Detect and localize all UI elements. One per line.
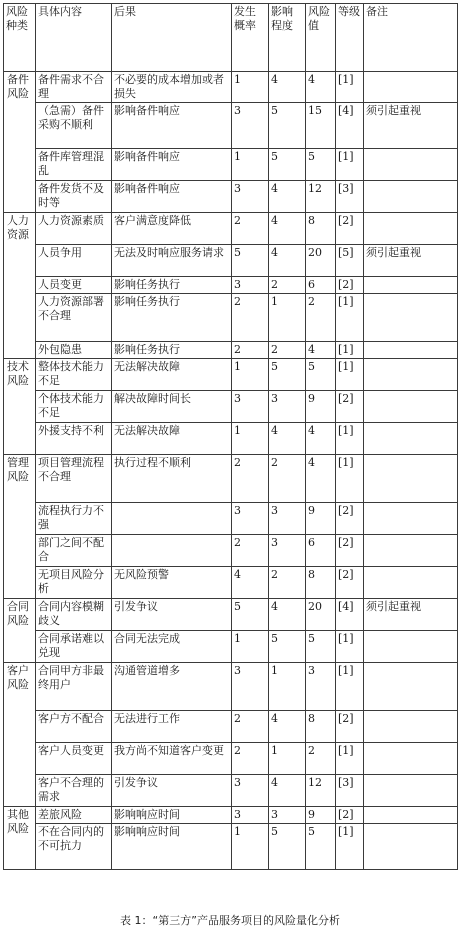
note-cell xyxy=(364,824,458,870)
risk-value-cell: 15 xyxy=(306,103,336,149)
note-cell xyxy=(364,149,458,181)
impact-cell: 3 xyxy=(269,807,306,824)
risk-value-cell: 5 xyxy=(306,149,336,181)
level-cell: [1] xyxy=(336,631,364,663)
risk-value-cell: 5 xyxy=(306,359,336,391)
table-row xyxy=(4,663,458,711)
table-row xyxy=(4,342,458,359)
risk-value-cell: 2 xyxy=(306,294,336,342)
note-cell xyxy=(364,775,458,807)
note-cell xyxy=(364,294,458,342)
note-cell: 须引起重视 xyxy=(364,599,458,631)
content-cell: 客户不合理的需求 xyxy=(36,775,112,807)
consequence-cell xyxy=(112,503,232,535)
impact-cell: 2 xyxy=(269,277,306,294)
consequence-cell: 影响备件响应 xyxy=(112,181,232,213)
header-level: 等级 xyxy=(336,4,364,72)
impact-cell: 1 xyxy=(269,743,306,775)
content-cell: 差旅风险 xyxy=(36,807,112,824)
level-cell: [2] xyxy=(336,277,364,294)
table-row xyxy=(4,567,458,599)
probability-cell: 3 xyxy=(232,503,269,535)
impact-cell: 4 xyxy=(269,423,306,455)
level-cell: [1] xyxy=(336,359,364,391)
level-cell: [2] xyxy=(336,807,364,824)
probability-cell: 2 xyxy=(232,342,269,359)
content-cell: 人员争用 xyxy=(36,245,112,277)
risk-value-cell: 2 xyxy=(306,743,336,775)
impact-cell: 3 xyxy=(269,503,306,535)
level-cell: [2] xyxy=(336,391,364,423)
table-row xyxy=(4,775,458,807)
consequence-cell: 影响任务执行 xyxy=(112,342,232,359)
table-row xyxy=(4,503,458,535)
impact-cell: 4 xyxy=(269,181,306,213)
table-row xyxy=(4,181,458,213)
header-probability: 发生概率 xyxy=(232,4,269,72)
level-cell: [3] xyxy=(336,775,364,807)
table-row xyxy=(4,391,458,423)
table-row xyxy=(4,743,458,775)
impact-cell: 4 xyxy=(269,213,306,245)
risk-value-cell: 3 xyxy=(306,663,336,711)
consequence-cell xyxy=(112,535,232,567)
content-cell: 个体技术能力不足 xyxy=(36,391,112,423)
probability-cell: 1 xyxy=(232,359,269,391)
table-body xyxy=(4,4,458,870)
content-cell: 合同内容模糊歧义 xyxy=(36,599,112,631)
level-cell: [5] xyxy=(336,245,364,277)
content-cell: 流程执行力不强 xyxy=(36,503,112,535)
probability-cell: 4 xyxy=(232,567,269,599)
table-row xyxy=(4,599,458,631)
level-cell: [1] xyxy=(336,72,364,103)
content-cell: 整体技术能力不足 xyxy=(36,359,112,391)
level-cell: [1] xyxy=(336,743,364,775)
note-cell xyxy=(364,711,458,743)
probability-cell: 3 xyxy=(232,663,269,711)
risk-value-cell: 4 xyxy=(306,455,336,503)
content-cell: 人力资源素质 xyxy=(36,213,112,245)
probability-cell: 3 xyxy=(232,181,269,213)
risk-value-cell: 20 xyxy=(306,245,336,277)
note-cell xyxy=(364,423,458,455)
risk-value-cell: 4 xyxy=(306,72,336,103)
risk-value-cell: 8 xyxy=(306,711,336,743)
probability-cell: 1 xyxy=(232,824,269,870)
probability-cell: 1 xyxy=(232,423,269,455)
table-row xyxy=(4,277,458,294)
table-row xyxy=(4,711,458,743)
impact-cell: 4 xyxy=(269,711,306,743)
table-row xyxy=(4,245,458,277)
probability-cell: 3 xyxy=(232,391,269,423)
probability-cell: 5 xyxy=(232,599,269,631)
risk-value-cell: 9 xyxy=(306,807,336,824)
table-row xyxy=(4,631,458,663)
note-cell xyxy=(364,807,458,824)
content-cell: 人员变更 xyxy=(36,277,112,294)
level-cell: [2] xyxy=(336,503,364,535)
risk-value-cell: 4 xyxy=(306,423,336,455)
note-cell xyxy=(364,213,458,245)
content-cell: 外援支持不利 xyxy=(36,423,112,455)
table-row xyxy=(4,149,458,181)
header-category: 风险种类 xyxy=(4,4,36,72)
probability-cell: 1 xyxy=(232,149,269,181)
risk-value-cell: 6 xyxy=(306,535,336,567)
probability-cell: 3 xyxy=(232,775,269,807)
risk-value-cell: 5 xyxy=(306,631,336,663)
consequence-cell: 沟通管道增多 xyxy=(112,663,232,711)
risk-category-cell: 合同风险 xyxy=(4,599,36,663)
risk-value-cell: 4 xyxy=(306,342,336,359)
probability-cell: 2 xyxy=(232,711,269,743)
impact-cell: 4 xyxy=(269,245,306,277)
consequence-cell: 引发争议 xyxy=(112,775,232,807)
risk-category-cell: 人力资源 xyxy=(4,213,36,359)
level-cell: [1] xyxy=(336,342,364,359)
consequence-cell: 影响响应时间 xyxy=(112,807,232,824)
content-cell: 备件发货不及时等 xyxy=(36,181,112,213)
content-cell: 无项目风险分析 xyxy=(36,567,112,599)
content-cell: 备件库管理混乱 xyxy=(36,149,112,181)
consequence-cell: 无风险预警 xyxy=(112,567,232,599)
impact-cell: 4 xyxy=(269,775,306,807)
risk-category-cell: 其他风险 xyxy=(4,807,36,870)
impact-cell: 3 xyxy=(269,391,306,423)
impact-cell: 4 xyxy=(269,599,306,631)
note-cell xyxy=(364,631,458,663)
probability-cell: 5 xyxy=(232,245,269,277)
risk-quantification-table xyxy=(3,3,458,870)
table-row xyxy=(4,824,458,870)
consequence-cell: 我方尚不知道客户变更 xyxy=(112,743,232,775)
consequence-cell: 无法进行工作 xyxy=(112,711,232,743)
level-cell: [1] xyxy=(336,455,364,503)
consequence-cell: 合同无法完成 xyxy=(112,631,232,663)
impact-cell: 5 xyxy=(269,359,306,391)
impact-cell: 2 xyxy=(269,455,306,503)
level-cell: [2] xyxy=(336,567,364,599)
level-cell: [2] xyxy=(336,213,364,245)
level-cell: [4] xyxy=(336,599,364,631)
content-cell: 合同甲方非最终用户 xyxy=(36,663,112,711)
impact-cell: 4 xyxy=(269,72,306,103)
impact-cell: 2 xyxy=(269,342,306,359)
table-row xyxy=(4,535,458,567)
table-caption: 表 1：“第三方”产品服务项目的风险量化分析 xyxy=(120,914,340,927)
risk-value-cell: 20 xyxy=(306,599,336,631)
impact-cell: 2 xyxy=(269,567,306,599)
level-cell: [1] xyxy=(336,294,364,342)
table-row xyxy=(4,455,458,503)
note-cell: 须引起重视 xyxy=(364,245,458,277)
table-row xyxy=(4,72,458,103)
risk-category-cell: 管理风险 xyxy=(4,455,36,599)
content-cell: 不在合同内的不可抗力 xyxy=(36,824,112,870)
note-cell xyxy=(364,503,458,535)
header-consequence: 后果 xyxy=(112,4,232,72)
note-cell xyxy=(364,663,458,711)
header-content: 具体内容 xyxy=(36,4,112,72)
risk-category-cell: 技术风险 xyxy=(4,359,36,455)
header-row xyxy=(4,4,458,72)
consequence-cell: 无法解决故障 xyxy=(112,359,232,391)
risk-value-cell: 6 xyxy=(306,277,336,294)
header-risk-value: 风险值 xyxy=(306,4,336,72)
level-cell: [1] xyxy=(336,149,364,181)
probability-cell: 2 xyxy=(232,743,269,775)
impact-cell: 5 xyxy=(269,631,306,663)
note-cell xyxy=(364,391,458,423)
content-cell: 项目管理流程不合理 xyxy=(36,455,112,503)
probability-cell: 2 xyxy=(232,535,269,567)
note-cell xyxy=(364,455,458,503)
consequence-cell: 影响任务执行 xyxy=(112,277,232,294)
table-row xyxy=(4,807,458,824)
consequence-cell: 影响备件响应 xyxy=(112,149,232,181)
impact-cell: 1 xyxy=(269,294,306,342)
consequence-cell: 影响备件响应 xyxy=(112,103,232,149)
table-row xyxy=(4,359,458,391)
level-cell: [4] xyxy=(336,103,364,149)
note-cell xyxy=(364,359,458,391)
table-row xyxy=(4,294,458,342)
note-cell xyxy=(364,743,458,775)
probability-cell: 2 xyxy=(232,213,269,245)
probability-cell: 2 xyxy=(232,294,269,342)
level-cell: [1] xyxy=(336,663,364,711)
probability-cell: 1 xyxy=(232,72,269,103)
consequence-cell: 客户满意度降低 xyxy=(112,213,232,245)
risk-category-cell: 客户风险 xyxy=(4,663,36,807)
impact-cell: 5 xyxy=(269,149,306,181)
content-cell: 合同承诺难以兑现 xyxy=(36,631,112,663)
note-cell xyxy=(364,72,458,103)
note-cell xyxy=(364,535,458,567)
header-impact: 影响程度 xyxy=(269,4,306,72)
risk-value-cell: 12 xyxy=(306,181,336,213)
consequence-cell: 不必要的成本增加或者损失 xyxy=(112,72,232,103)
level-cell: [1] xyxy=(336,423,364,455)
content-cell: 客户人员变更 xyxy=(36,743,112,775)
note-cell xyxy=(364,181,458,213)
content-cell: 客户方不配合 xyxy=(36,711,112,743)
probability-cell: 2 xyxy=(232,455,269,503)
risk-value-cell: 5 xyxy=(306,824,336,870)
note-cell xyxy=(364,277,458,294)
note-cell: 须引起重视 xyxy=(364,103,458,149)
risk-category-cell: 备件风险 xyxy=(4,72,36,213)
consequence-cell: 解决故障时间长 xyxy=(112,391,232,423)
content-cell: 人力资源部署不合理 xyxy=(36,294,112,342)
level-cell: [2] xyxy=(336,535,364,567)
table-row xyxy=(4,423,458,455)
consequence-cell: 引发争议 xyxy=(112,599,232,631)
probability-cell: 3 xyxy=(232,103,269,149)
impact-cell: 3 xyxy=(269,535,306,567)
impact-cell: 5 xyxy=(269,103,306,149)
content-cell: （急需）备件采购不顺利 xyxy=(36,103,112,149)
impact-cell: 5 xyxy=(269,824,306,870)
probability-cell: 1 xyxy=(232,631,269,663)
note-cell xyxy=(364,342,458,359)
level-cell: [1] xyxy=(336,824,364,870)
content-cell: 外包隐患 xyxy=(36,342,112,359)
header-note: 备注 xyxy=(364,4,458,72)
consequence-cell: 执行过程不顺利 xyxy=(112,455,232,503)
probability-cell: 3 xyxy=(232,807,269,824)
content-cell: 部门之间不配合 xyxy=(36,535,112,567)
consequence-cell: 无法及时响应服务请求 xyxy=(112,245,232,277)
consequence-cell: 无法解决故障 xyxy=(112,423,232,455)
note-cell xyxy=(364,567,458,599)
level-cell: [2] xyxy=(336,711,364,743)
risk-value-cell: 9 xyxy=(306,391,336,423)
impact-cell: 1 xyxy=(269,663,306,711)
content-cell: 备件需求不合理 xyxy=(36,72,112,103)
risk-value-cell: 9 xyxy=(306,503,336,535)
consequence-cell: 影响响应时间 xyxy=(112,824,232,870)
risk-value-cell: 8 xyxy=(306,213,336,245)
risk-value-cell: 8 xyxy=(306,567,336,599)
consequence-cell: 影响任务执行 xyxy=(112,294,232,342)
table-row xyxy=(4,213,458,245)
level-cell: [3] xyxy=(336,181,364,213)
risk-value-cell: 12 xyxy=(306,775,336,807)
probability-cell: 3 xyxy=(232,277,269,294)
table-row xyxy=(4,103,458,149)
